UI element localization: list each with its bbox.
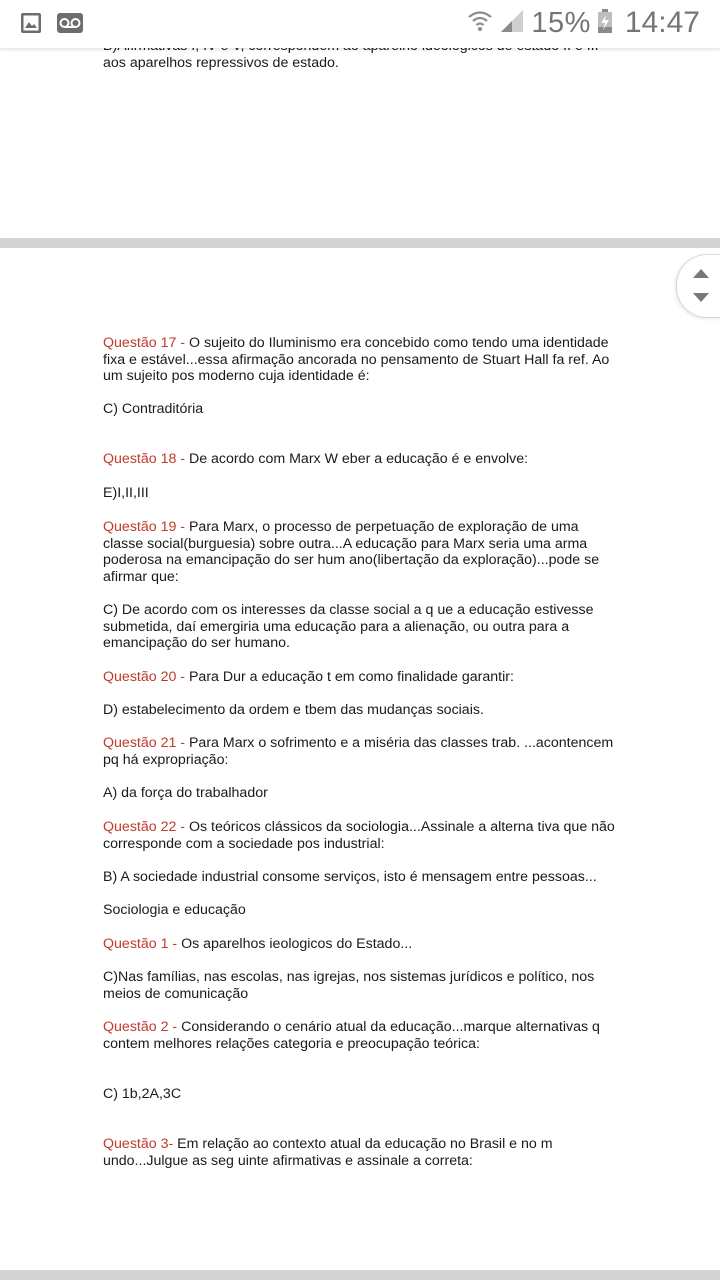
- question-label: Questão 22 -: [103, 819, 189, 835]
- page-scroll-control[interactable]: [676, 254, 720, 318]
- battery-charging-icon: [597, 8, 613, 39]
- question-text: Os teóricos clássicos da sociologia...Assinale a alterna tiva que não corresponde com a sociedade pos industrial:: [103, 819, 615, 852]
- battery-percent: 15%: [531, 6, 591, 39]
- question-2: [103, 1019, 619, 1052]
- signal-icon: [499, 8, 525, 39]
- scroll-down-icon[interactable]: [693, 293, 709, 302]
- question-label: Questão 1 -: [103, 936, 182, 952]
- question-label: Questão 17 -: [103, 335, 189, 351]
- question-label: Questão 2 -: [103, 1019, 182, 1035]
- gallery-icon: [20, 12, 42, 39]
- answer-21: A) da força do trabalhador: [103, 785, 268, 801]
- question-17: [103, 335, 619, 385]
- question-21: [103, 735, 619, 768]
- question-text: Para Dur a educação t em como finalidade garantir:: [188, 669, 514, 685]
- question-label: Questão 20 -: [103, 669, 189, 685]
- answer-22: B) A sociedade industrial consome serviços, isto é mensagem entre pessoas...: [103, 869, 597, 885]
- voicemail-icon: [56, 12, 84, 39]
- status-bar: [0, 0, 720, 48]
- answer-1: C)Nas famílias, nas escolas, nas igrejas, nos sistemas jurídicos e político, nos meios de comunicação: [103, 969, 595, 1002]
- answer-2: C) 1b,2A,3C: [103, 1086, 182, 1102]
- question-text: De acordo com Marx W eber a educação é e envolve:: [188, 451, 529, 467]
- answer-17: C) Contraditória: [103, 401, 204, 417]
- scroll-up-icon[interactable]: [693, 269, 709, 278]
- page-divider-bottom: [0, 1270, 720, 1280]
- question-text: Para Marx, o processo de perpetuação de exploração de uma classe social(burguesia) sobre outra...A educação para Marx seria uma arma poderosa na emancipação do ser hum ano(libertação da exploração)...pode se afirmar que:: [103, 519, 600, 585]
- question-20: [103, 669, 619, 686]
- question-3: [103, 1136, 619, 1169]
- previous-page-answer: aos aparelhos repressivos de estado.: [103, 54, 339, 71]
- page-divider: [0, 238, 720, 248]
- question-text: Os aparelhos ieologicos do Estado...: [181, 936, 413, 952]
- question-label: Questão 21 -: [103, 735, 189, 751]
- question-22: [103, 819, 619, 852]
- wifi-icon: [467, 8, 493, 39]
- answer-18: E)I,II,III: [103, 485, 149, 501]
- answer-20: D) estabelecimento da ordem e tbem das mudanças sociais.: [103, 702, 484, 718]
- question-1: [103, 936, 619, 953]
- question-label: Questão 19 -: [103, 519, 189, 535]
- question-18: [103, 451, 619, 468]
- question-label: Questão 18 -: [103, 451, 189, 467]
- section-title: Sociologia e educação: [103, 902, 246, 918]
- question-19: [103, 519, 619, 585]
- clock: 14:47: [624, 6, 700, 39]
- question-text: Para Marx o sofrimento e a miséria das classes trab. ...acontencem pq há expropriação:: [103, 735, 614, 768]
- question-text: Em relação ao contexto atual da educação no Brasil e no m undo...Julgue as seg uinte afirmativas e assinale a correta:: [103, 1136, 553, 1169]
- answer-19: C) De acordo com os interesses da classe social a q ue a educação estivesse submetida, daí emergiria uma educação para a alienação, ou outra para a emancipação do ser humano.: [103, 602, 594, 651]
- question-text: Considerando o cenário atual da educação...marque alternativas q contem melhores relações categoria e preocupação teórica:: [103, 1019, 600, 1052]
- question-text: O sujeito do Iluminismo era concebido como tendo uma identidade fixa e estável...essa afirmação ancorada no pensamento de Stuart Hall fa ref. Ao um sujeito pos moderno cuja identidade é:: [103, 335, 610, 384]
- question-label: Questão 3-: [103, 1136, 178, 1152]
